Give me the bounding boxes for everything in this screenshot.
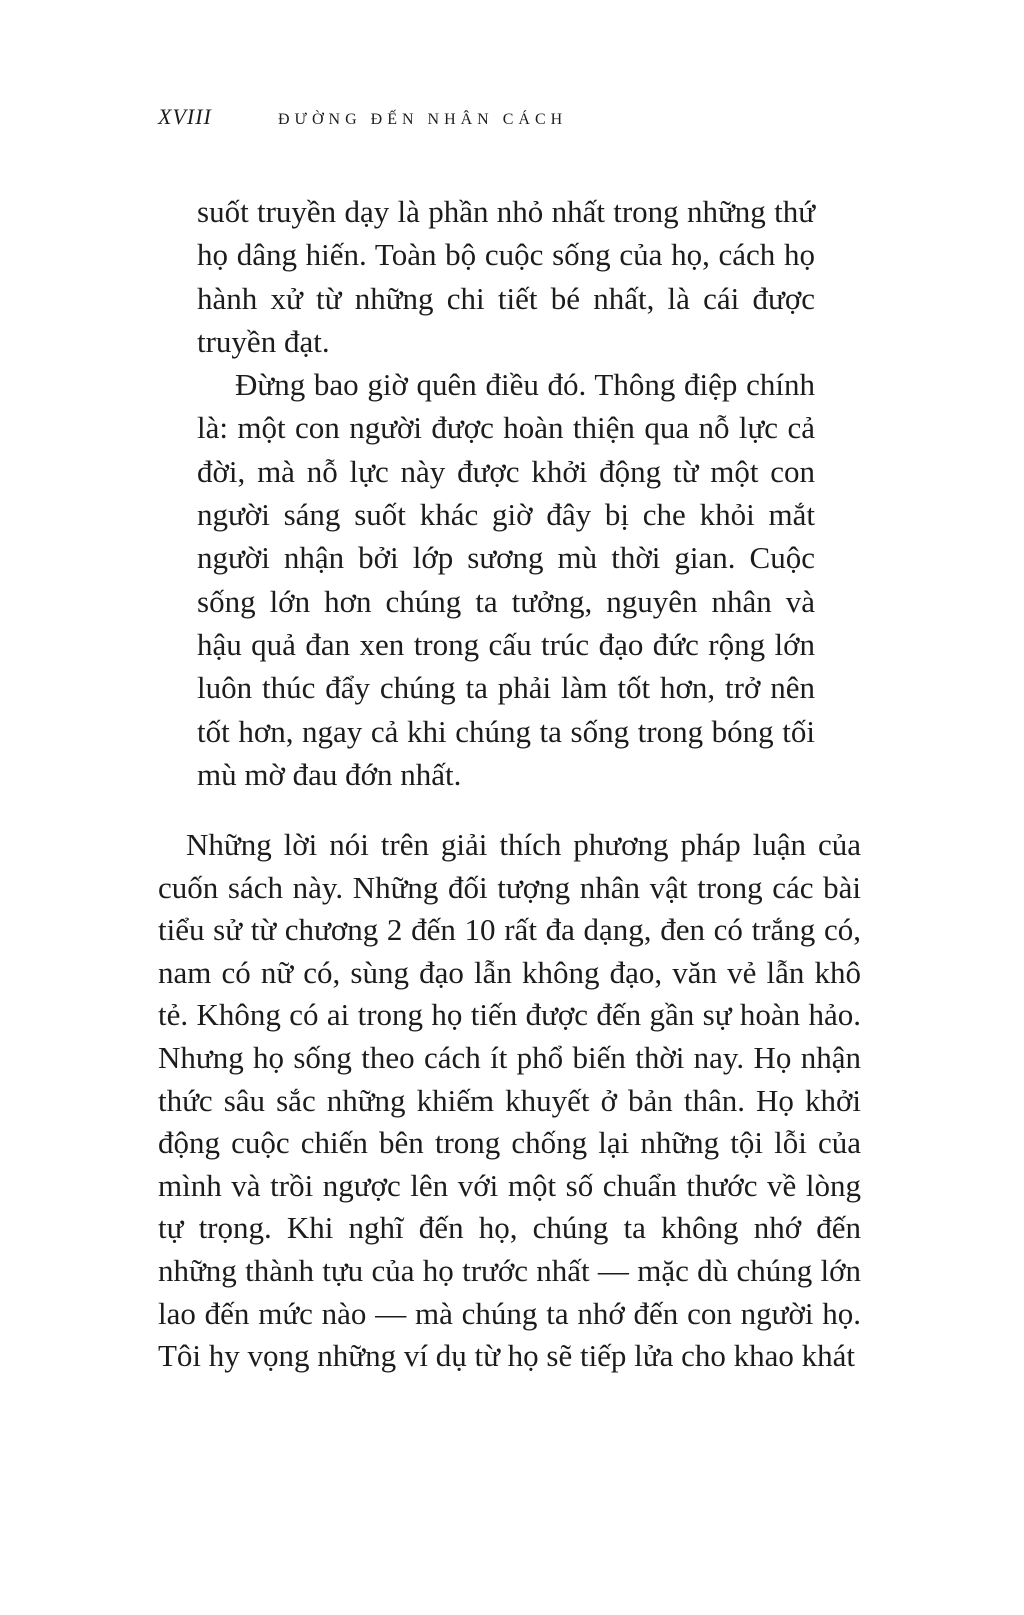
body-text	[158, 824, 861, 1378]
quote-paragraph-2: Đừng bao giờ quên điều đó. Thông điệp chính là: một con người được hoàn thiện qua nỗ lực cả đời, mà nỗ lực này được khởi động từ một con người sáng suốt khác giờ đây bị che khỏi mắt người nhận bởi lớp sương mù thời gian. Cuộc sống lớn hơn chúng ta tưởng, nguyên nhân và hậu quả đan xen trong cấu trúc đạo đức rộng lớn luôn thúc đẩy chúng ta phải làm tốt hơn, trở nên tốt hơn, ngay cả khi chúng ta sống trong bóng tối mù mờ đau đớn nhất.	[197, 367, 815, 792]
body-paragraph-1: Những lời nói trên giải thích phương pháp luận của cuốn sách này. Những đối tượng nhân vật trong các bài tiểu sử từ chương 2 đến 10 rất đa dạng, đen có trắng có, nam có nữ có, sùng đạo lẫn không đạo, văn vẻ lẫn khô tẻ. Không có ai trong họ tiến được đến gần sự hoàn hảo. Nhưng họ sống theo cách ít phổ biến thời nay. Họ nhận thức sâu sắc những khiếm khuyết ở bản thân. Họ khởi động cuộc chiến bên trong chống lại những tội lỗi của mình và trồi ngược lên với một số chuẩn thước về lòng tự trọng. Khi nghĩ đến họ, chúng ta không nhớ đến những thành tựu của họ trước nhất — mặc dù chúng lớn lao đến mức nào — mà chúng ta nhớ đến con người họ. Tôi hy vọng những ví dụ từ họ sẽ tiếp lửa cho khao khát	[158, 827, 861, 1374]
quote-paragraph-1: suốt truyền dạy là phần nhỏ nhất trong những thứ họ dâng hiến. Toàn bộ cuộc sống của họ, cách họ hành xử từ những chi tiết bé nhất, là cái được truyền đạt.	[197, 194, 815, 359]
page-number: XVIII	[158, 104, 212, 129]
running-title: ĐƯỜNG ĐẾN NHÂN CÁCH	[278, 111, 568, 128]
block-quote	[197, 190, 815, 796]
running-header	[158, 104, 567, 134]
